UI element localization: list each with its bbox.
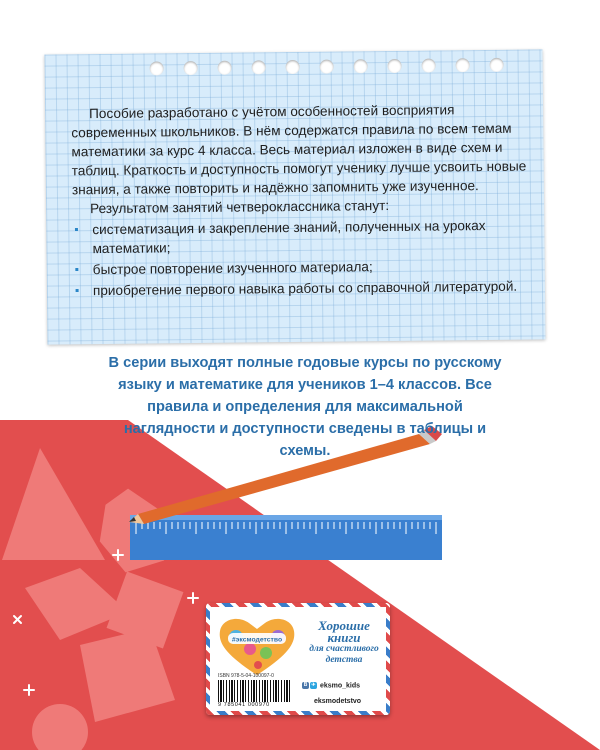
ring-hole [286,60,300,74]
barcode-number: 9 785041 000970 [218,702,270,708]
slogan-line: Хорошие [318,618,370,633]
ring-hole [150,61,164,75]
results-list [72,216,533,301]
ring-hole [354,59,368,73]
vk-icon: В [303,682,308,688]
barcode [218,680,292,702]
ring-hole [184,61,198,75]
ring-hole [320,60,334,74]
list-item: ▪ систематизация и закрепление знаний, полученных на уроках математики; [74,218,486,257]
list-item: ▪ быстрое повторение изученного материала; [73,256,533,280]
ring-hole [456,58,470,72]
slogan [302,620,386,666]
list-item: ▪ приобретение первого навыка работы со справочной литературой. [73,277,533,301]
description-text [71,100,533,301]
slogan-line: для счастливого детства [309,644,379,665]
results-intro: Результатом занятий четвероклассника станут: [90,198,390,217]
site-label: eksmodetstvo [314,698,362,705]
ring-hole [422,59,436,73]
social-handle: В ✈ eksmo_kids [303,682,361,690]
ring-hole [252,60,266,74]
heart-hashtag: #эксмодетство [231,636,283,644]
description-paragraph: Пособие разработано с учётом особенностей восприятия современных школьников. В нём содержатся правила по всем темам математики за курс 4 класса. Весь материал изложен в виде схем и таблиц. Краткость и доступность помогут ученику лучше усвоить новые знания, а также повторить и надёжно запомнить уже изученное. [71,102,527,198]
bullet-icon: ▪ [74,222,79,237]
notebook-card [44,49,545,344]
slogan-line: книги [327,630,361,645]
series-info-text: В серии выходят полные годовые курсы по русскому языку и математике для учеников 1–4 классов. Все правила и определения для максимальной наглядности и доступности сведены в таблицы и схемы. [108,355,502,459]
ring-hole [388,59,402,73]
publisher-badge [206,603,390,715]
bullet-icon: ▪ [74,283,80,298]
isbn-label: ISBN 978-5-04-100097-0 [218,673,274,679]
heart-logo [216,615,298,677]
ring-hole [218,61,232,75]
ring-hole [490,58,504,72]
bullet-icon: ▪ [74,262,80,277]
telegram-icon: ✈ [311,682,316,688]
